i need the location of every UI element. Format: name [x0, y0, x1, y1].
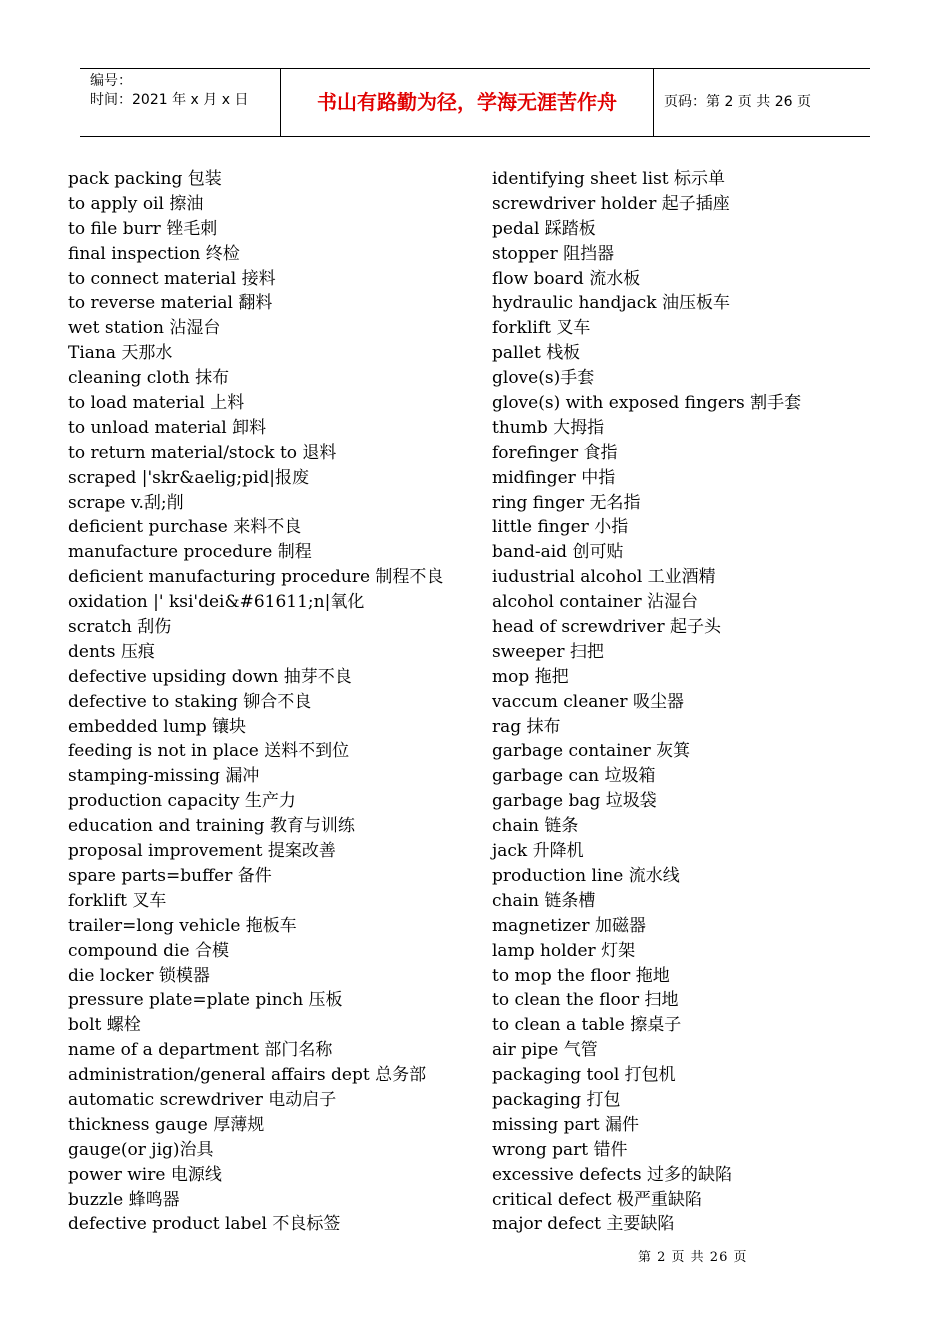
glossary-entry: screwdriver holder 起子插座: [492, 193, 730, 214]
glossary-entry: midfinger 中指: [492, 467, 616, 488]
glossary-entry: scraped |'skr&aelig;pid|报废: [68, 467, 310, 488]
glossary-entry: embedded lump 镶块: [68, 716, 247, 737]
glossary-entry: thickness gauge 厚薄规: [68, 1114, 265, 1135]
glossary-entry: chain 链条槽: [492, 890, 596, 911]
glossary-entry: mop 拖把: [492, 666, 569, 687]
glossary-entry: deficient manufacturing procedure 制程不良: [68, 567, 444, 588]
glossary-entry: ring finger 无名指: [492, 492, 641, 513]
glossary-entry: major defect 主要缺陷: [492, 1214, 675, 1235]
glossary-entry: trailer=long vehicle 拖板车: [68, 915, 297, 936]
glossary-entry: little finger 小指: [492, 517, 629, 538]
glossary-entry: vaccum cleaner 吸尘器: [492, 691, 684, 712]
glossary-entry: to reverse material 翻料: [68, 293, 273, 314]
glossary-entry: chain 链条: [492, 816, 579, 837]
glossary-entry: forefinger 食指: [492, 442, 618, 463]
glossary-entry: bolt 螺栓: [68, 1015, 141, 1036]
glossary-entry: compound die 合模: [68, 940, 229, 961]
glossary-entry: pedal 踩踏板: [492, 218, 596, 239]
glossary-entry: scratch 刮伤: [68, 617, 172, 638]
glossary-entry: head of screwdriver 起子头: [492, 617, 721, 638]
glossary-entry: jack 升降机: [492, 841, 584, 862]
glossary-entry: hydraulic handjack 油压板车: [492, 293, 730, 314]
glossary-entry: feeding is not in place 送料不到位: [68, 741, 350, 762]
glossary-entry: garbage container 灰箕: [492, 741, 691, 762]
glossary-entry: alcohol container 沾湿台: [492, 592, 699, 613]
glossary-entry: stopper 阻挡器: [492, 243, 615, 264]
glossary-entry: to load material 上料: [68, 393, 245, 414]
glossary-entry: administration/general affairs dept 总务部: [68, 1065, 427, 1086]
glossary-entry: Tiana 天那水: [68, 343, 173, 364]
glossary-entry: final inspection 终检: [68, 243, 240, 264]
glossary-left-column: [68, 167, 483, 1237]
glossary-entry: pallet 栈板: [492, 343, 581, 364]
glossary-entry: glove(s)手套: [492, 368, 595, 389]
glossary-entry: packaging tool 打包机: [492, 1065, 676, 1086]
glossary-entry: die locker 锁模器: [68, 965, 210, 986]
glossary-entry: spare parts=buffer 备件: [68, 865, 272, 886]
glossary-entry: proposal improvement 提案改善: [68, 841, 336, 862]
page-footer: 第 2 页 共 26 页: [638, 1250, 748, 1265]
page-header: [80, 68, 870, 137]
glossary-entry: to unload material 卸料: [68, 417, 267, 438]
glossary-entry: wrong part 错件: [492, 1139, 628, 1160]
glossary-entry: to clean the floor 扫地: [492, 990, 679, 1011]
glossary-entry: air pipe 气管: [492, 1040, 598, 1061]
glossary-entry: pack packing 包装: [68, 169, 222, 189]
glossary-entry: education and training 教育与训练: [68, 816, 355, 837]
glossary-entry: thumb 大拇指: [492, 417, 605, 438]
glossary-entry: to return material/stock to 退料: [68, 442, 337, 463]
glossary-entry: name of a department 部门名称: [68, 1040, 333, 1061]
glossary-entry: automatic screwdriver 电动启子: [68, 1089, 337, 1110]
glossary-entry: glove(s) with exposed fingers 割手套: [492, 393, 802, 414]
glossary-entry: gauge(or jig)治具: [68, 1139, 214, 1160]
glossary-entry: to file burr 锉毛刺: [68, 218, 218, 239]
glossary-entry: identifying sheet list 标示单: [492, 169, 726, 189]
glossary-entry: defective product label 不良标签: [68, 1214, 341, 1235]
glossary-entry: to apply oil 擦油: [68, 193, 204, 214]
header-meta-cell: [80, 69, 281, 136]
glossary-entry: scrape v.刮;削: [68, 492, 184, 513]
glossary-entry: to mop the floor 拖地: [492, 965, 670, 986]
glossary-entry: defective to staking 铆合不良: [68, 691, 312, 712]
glossary-right-column: [492, 167, 902, 1237]
glossary-entry: forklift 叉车: [492, 318, 591, 339]
glossary-entry: garbage can 垃圾箱: [492, 766, 656, 787]
header-motto: 书山有路勤为径，学海无涯苦作舟: [281, 69, 654, 136]
glossary-entry: forklift 叉车: [68, 890, 167, 911]
document-number-label: 编号：: [90, 73, 132, 89]
glossary-entry: production line 流水线: [492, 865, 680, 886]
glossary-entry: to connect material 接料: [68, 268, 276, 289]
glossary-entry: manufacture procedure 制程: [68, 542, 312, 563]
glossary-entry: wet station 沾湿台: [68, 318, 221, 339]
glossary-entry: stamping-missing 漏冲: [68, 766, 260, 787]
glossary-entry: iudustrial alcohol 工业酒精: [492, 567, 716, 588]
glossary-entry: missing part 漏件: [492, 1114, 640, 1135]
glossary-entry: band-aid 创可贴: [492, 542, 624, 563]
header-page-info: 页码：第 2 页 共 26 页: [664, 94, 811, 110]
glossary-entry: dents 压痕: [68, 641, 155, 662]
glossary-entry: production capacity 生产力: [68, 791, 296, 812]
glossary-entry: deficient purchase 来料不良: [68, 517, 302, 538]
glossary-entry: packaging 打包: [492, 1089, 621, 1110]
glossary-entry: to clean a table 擦桌子: [492, 1015, 682, 1036]
glossary-entry: critical defect 极严重缺陷: [492, 1189, 702, 1210]
glossary-entry: excessive defects 过多的缺陷: [492, 1164, 732, 1185]
glossary-entry: magnetizer 加磁器: [492, 915, 646, 936]
document-time-label: 时间：2021 年 x 月 x 日: [90, 92, 249, 108]
glossary-entry: garbage bag 垃圾袋: [492, 791, 657, 812]
glossary-entry: oxidation |' ksi'dei&#61611;n|氧化: [68, 592, 365, 613]
glossary-entry: flow board 流水板: [492, 268, 641, 289]
glossary-entry: defective upsiding down 抽芽不良: [68, 666, 352, 687]
glossary-entry: lamp holder 灯架: [492, 940, 636, 961]
glossary-entry: pressure plate=plate pinch 压板: [68, 990, 343, 1011]
glossary-entry: power wire 电源线: [68, 1164, 222, 1185]
glossary-entry: sweeper 扫把: [492, 641, 604, 662]
glossary-entry: rag 抹布: [492, 716, 561, 737]
glossary-entry: cleaning cloth 抹布: [68, 368, 230, 389]
glossary-entry: buzzle 蜂鸣器: [68, 1189, 180, 1210]
